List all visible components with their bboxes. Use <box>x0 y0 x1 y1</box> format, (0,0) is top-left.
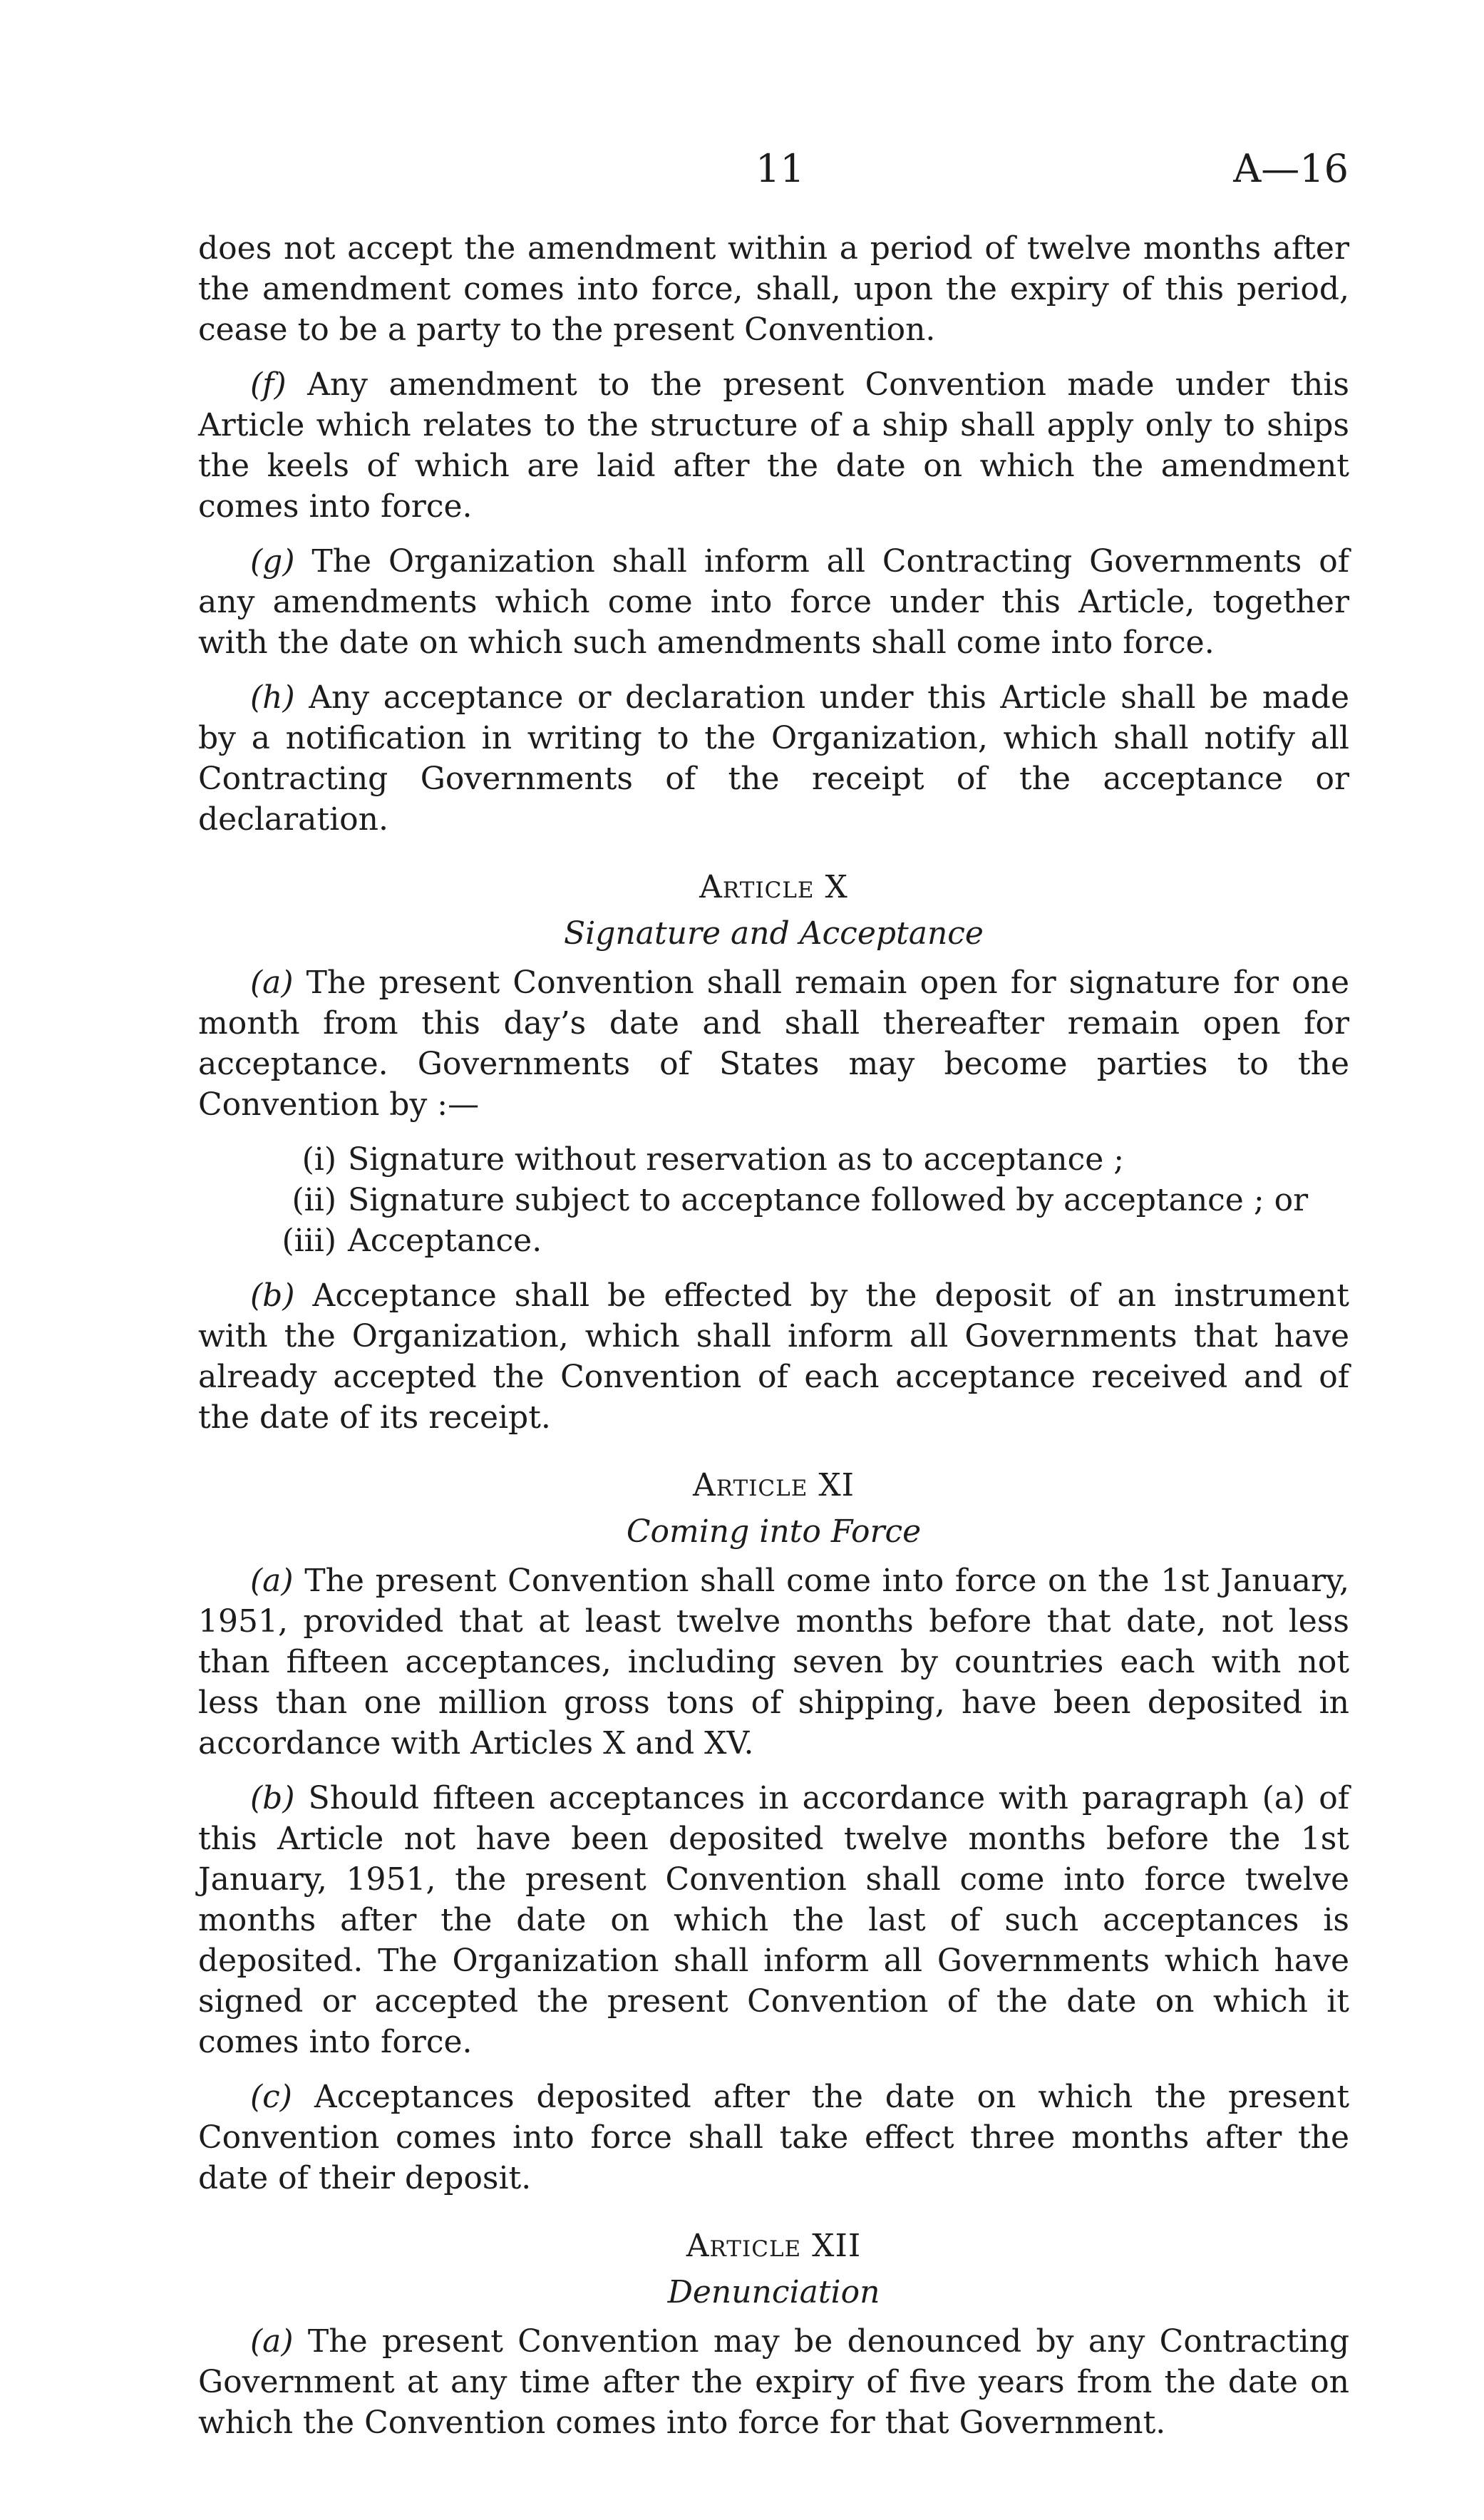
paragraph-text: The present Convention shall come into force on the 1st January, 1951, provided that at least twelve months before that date, not less than fifteen acceptances, including seven by countries each with not less than one million gross tons of shipping, have been deposited in accordance with Articles X and XV. <box>198 1563 1349 1762</box>
paragraph-label: (h) <box>250 679 295 716</box>
paragraph-xi-a <box>198 1560 1349 1764</box>
paragraph-label: (a) <box>250 1563 294 1599</box>
paragraph-text: Acceptances deposited after the date on which the present Convention comes into force shall take effect three months after the date of their deposit. <box>198 2079 1349 2196</box>
paragraph-xi-b <box>198 1778 1349 2062</box>
page-number: 11 <box>756 146 805 191</box>
article-xi-subheading: Coming into Force <box>626 1513 922 1550</box>
paragraph-label: (c) <box>250 2079 292 2115</box>
paragraph-xi-c <box>198 2077 1349 2198</box>
paragraph-label: (a) <box>250 965 294 1001</box>
paragraph-ix-f <box>198 364 1349 527</box>
article-x-subheading: Signature and Acceptance <box>564 915 984 952</box>
paragraph-text: Any acceptance or declaration under this Article shall be made by a notification in writing to the Organization, which shall notify all Contracting Governments of the receipt of the acceptance or declaration. <box>198 679 1349 838</box>
article-xii-heading: Article XII <box>686 2228 862 2264</box>
list-item <box>198 1139 1349 1180</box>
article-x-list <box>198 1139 1349 1261</box>
paragraph-text: The present Convention shall remain open for signature for one month from this day’s date and shall thereafter remain open for acceptance. Governments of States may become parties to the Convention by :— <box>198 965 1349 1123</box>
paragraph-x-a <box>198 962 1349 1125</box>
list-item-text: Signature subject to acceptance followed by acceptance ; or <box>348 1182 1309 1218</box>
paragraph-label: (b) <box>250 1780 295 1816</box>
page-header <box>0 146 1484 196</box>
list-item-number: (ii) <box>292 1182 336 1218</box>
paragraph-ix-h <box>198 677 1349 840</box>
list-item-number: (i) <box>302 1141 336 1178</box>
document-reference: A—16 <box>1233 146 1349 191</box>
paragraph-text: The Organization shall inform all Contracting Governments of any amendments which come into force under this Article, together with the date on which such amendments shall come into force. <box>198 543 1349 661</box>
paragraph-xii-a <box>198 2321 1349 2443</box>
paragraph-label: (g) <box>250 543 295 580</box>
paragraph-label: (b) <box>250 1277 295 1314</box>
article-x-heading: Article X <box>699 869 848 905</box>
continuation-paragraph: does not accept the amendment within a period of twelve months after the amendment comes into force, shall, upon the expiry of this period, cease to be a party to the present Convention. <box>198 230 1349 348</box>
paragraph-x-b <box>198 1275 1349 1438</box>
paragraph-label: (a) <box>250 2323 294 2360</box>
paragraph-text: Any amendment to the present Convention made under this Article which relates to the structure of a ship shall apply only to ships the keels of which are laid after the date on which the amendment comes into force. <box>198 366 1349 525</box>
list-item-text: Acceptance. <box>348 1223 542 1259</box>
article-xii-subheading: Denunciation <box>667 2274 880 2310</box>
paragraph-text: The present Convention may be denounced by any Contracting Government at any time after the expiry of five years from the date on which the Convention comes into force for that Government. <box>198 2323 1349 2441</box>
list-item-number: (iii) <box>282 1223 336 1259</box>
article-xi-heading: Article XI <box>692 1467 855 1503</box>
page-body <box>198 228 1349 2457</box>
paragraph-label: (f) <box>250 366 287 403</box>
paragraph-text: Should fifteen acceptances in accordance with paragraph (a) of this Article not have been deposited twelve months before the 1st January, 1951, the present Convention shall come into force twelve months after the date on which the last of such acceptances is deposited. The Organization shall inform all Governments which have signed or accepted the present Convention of the date on which it comes into force. <box>198 1780 1349 2060</box>
list-item <box>198 1180 1349 1220</box>
paragraph-ix-g <box>198 541 1349 663</box>
paragraph-text: Acceptance shall be effected by the deposit of an instrument with the Organization, which shall inform all Governments that have already accepted the Convention of each acceptance received and of the date of its receipt. <box>198 1277 1349 1436</box>
list-item-text: Signature without reservation as to acceptance ; <box>348 1141 1125 1178</box>
list-item <box>198 1220 1349 1261</box>
